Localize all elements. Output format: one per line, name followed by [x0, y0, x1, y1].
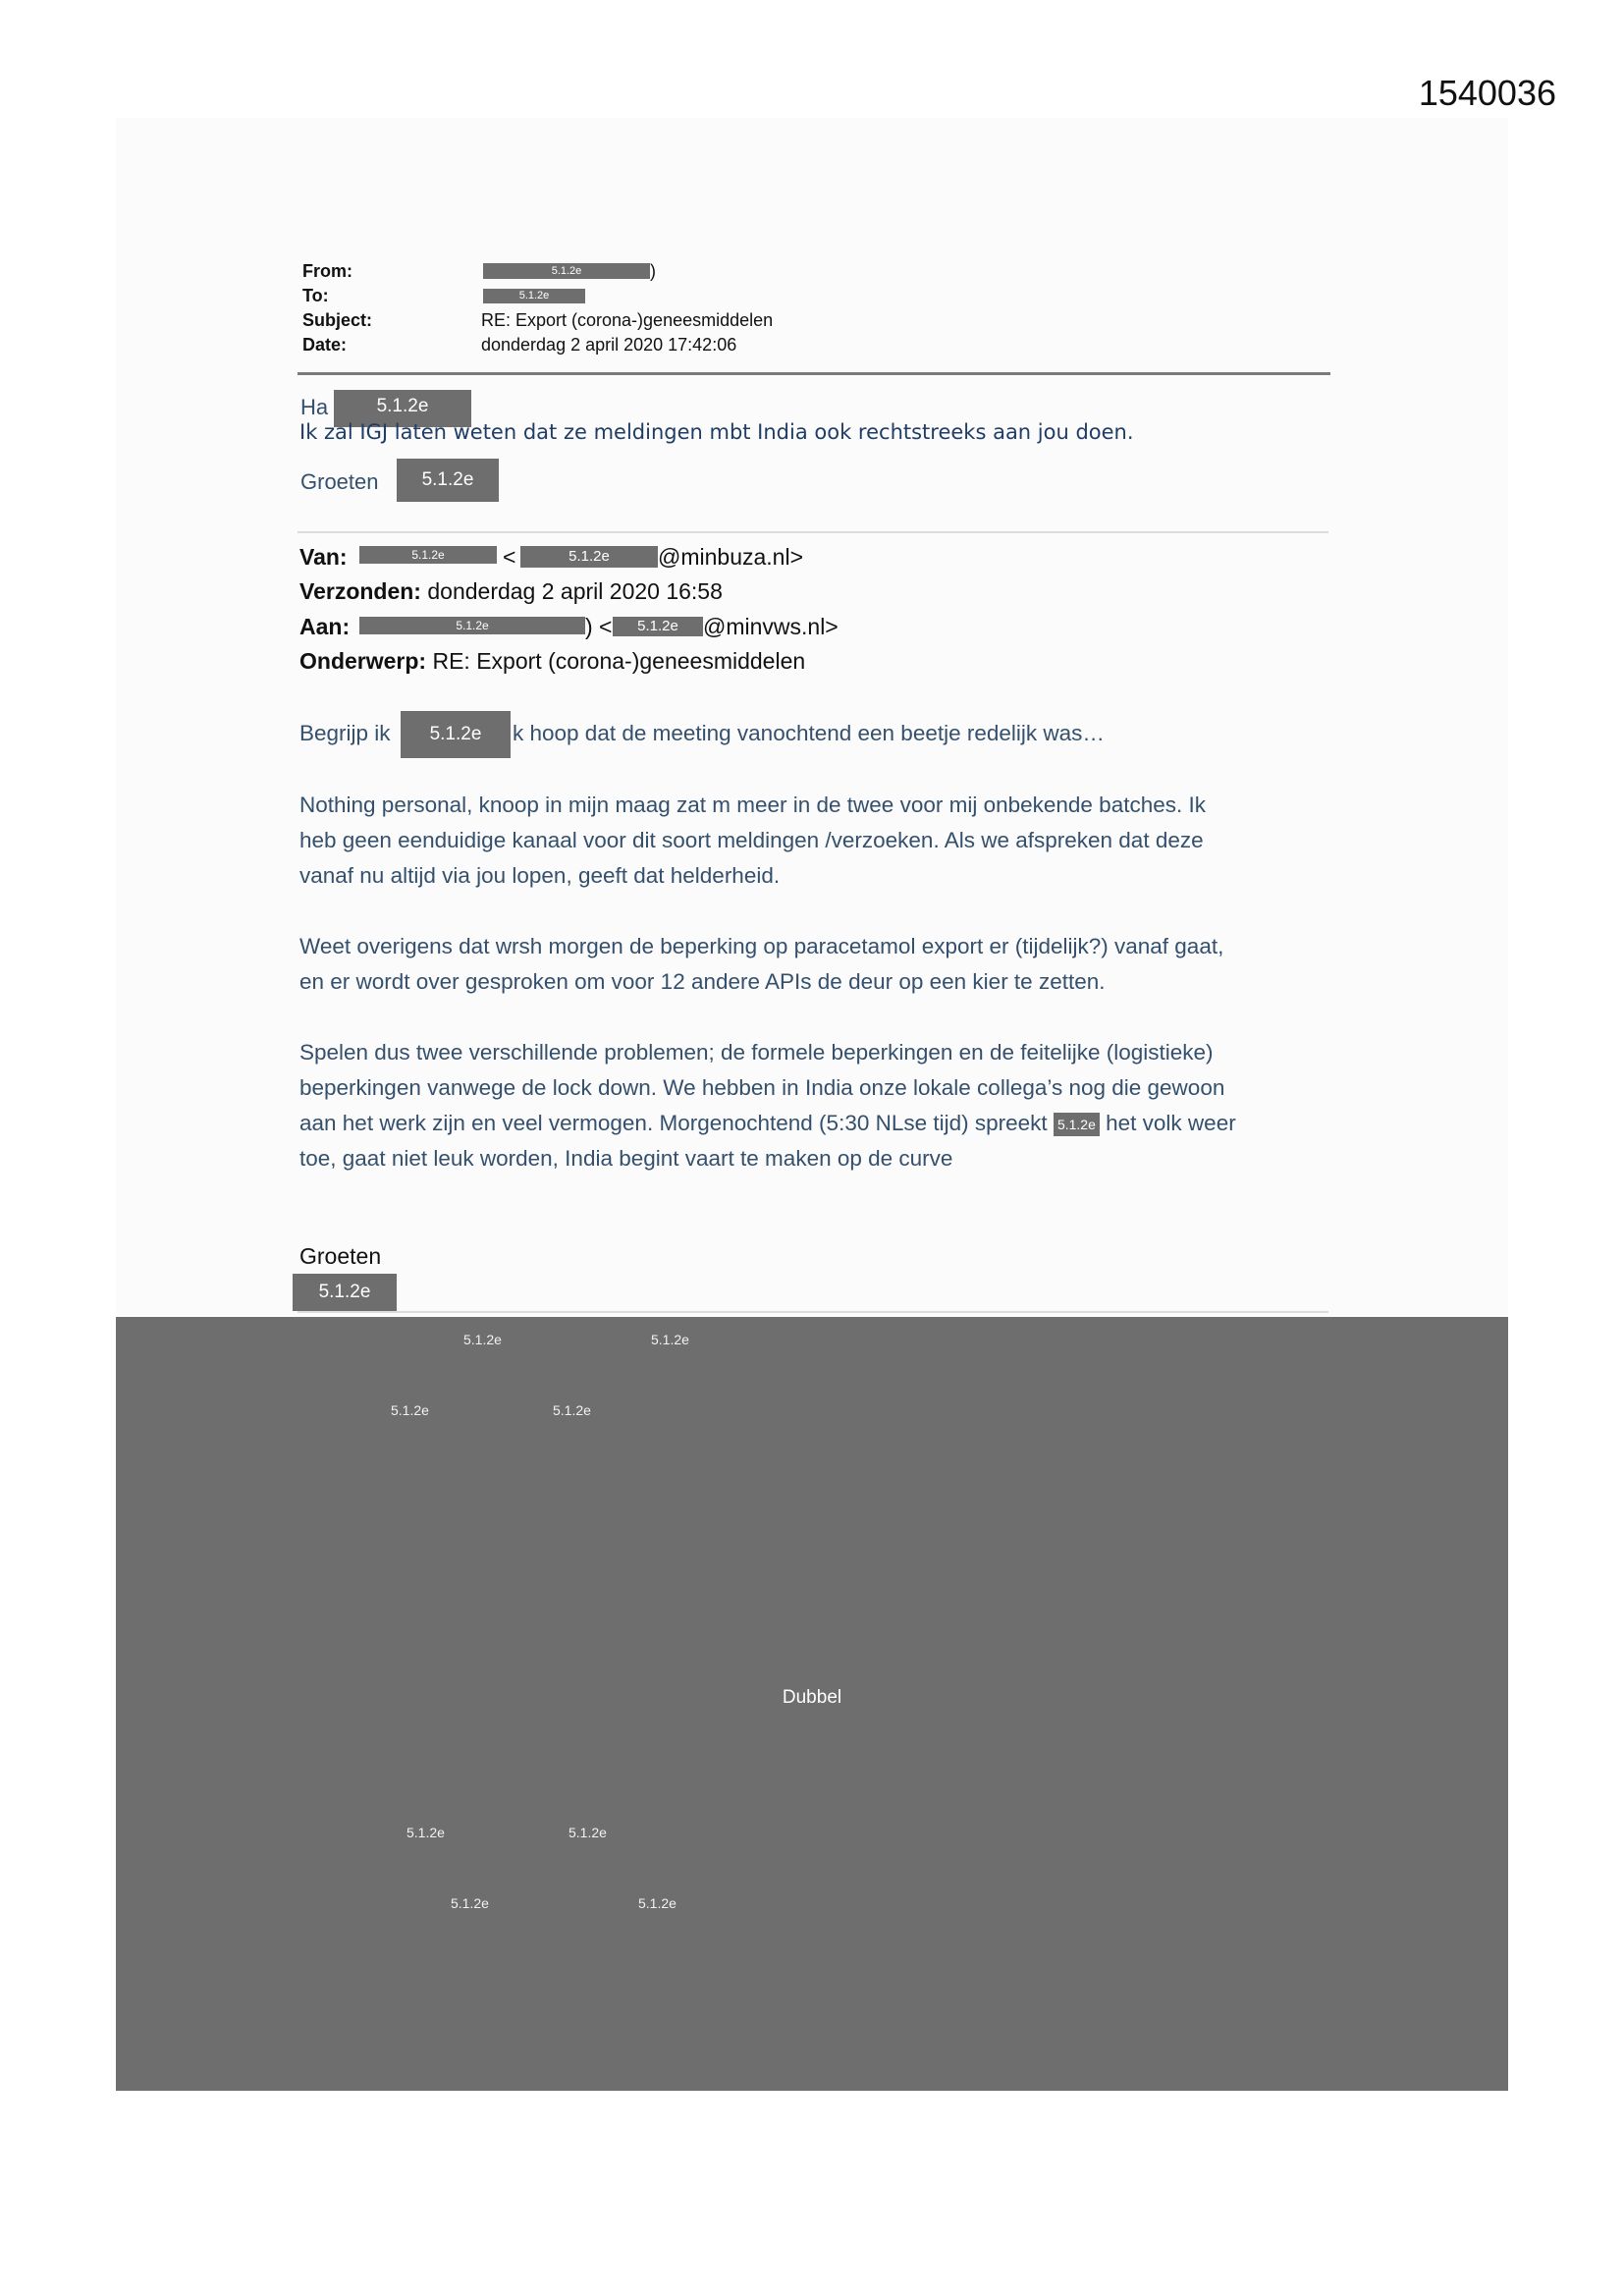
- redaction-box: 5.1.2e: [1054, 1113, 1100, 1136]
- onderwerp-value: RE: Export (corona-)geneesmiddelen: [432, 648, 806, 674]
- body-line-1-end: k hoop dat de meeting vanochtend een beetje redelijk was…: [513, 721, 1105, 745]
- paragraph-1-line: vanaf nu altijd via jou lopen, geeft dat helderheid.: [299, 863, 781, 888]
- aan-email: @minvws.nl>: [703, 614, 839, 639]
- redaction-box: 5.1.2e: [359, 546, 497, 564]
- van-email: @minbuza.nl>: [658, 544, 804, 570]
- onderwerp-label: Onderwerp:: [299, 648, 427, 674]
- dubbel-label: Dubbel: [782, 1687, 842, 1708]
- redaction-code: 5.1.2e: [638, 1895, 677, 1911]
- van-label: Van:: [299, 544, 348, 570]
- paragraph-3: [299, 1035, 1340, 1176]
- header-divider: [298, 372, 1330, 375]
- paragraph-3-line: beperkingen vanwege de lock down. We hebben in India onze lokale collega’s nog die gewoon: [299, 1075, 1225, 1100]
- from-suffix: ): [650, 261, 656, 281]
- subject-value: RE: Export (corona-)geneesmiddelen: [481, 310, 774, 330]
- onderwerp-line: [299, 648, 805, 675]
- redaction-box: 5.1.2e: [359, 617, 585, 634]
- from-label: From:: [302, 261, 352, 281]
- redaction-box: 5.1.2e: [293, 1274, 397, 1311]
- verzonden-value: donderdag 2 april 2020 16:58: [427, 578, 723, 604]
- aan-line: [299, 614, 350, 640]
- redaction-code: 5.1.2e: [463, 1332, 502, 1347]
- redaction-code: 5.1.2e: [553, 1402, 591, 1418]
- forwarded-closing: Groeten: [299, 1243, 382, 1269]
- redaction-code: 5.1.2e: [391, 1402, 429, 1418]
- redaction-code: 5.1.2e: [568, 1825, 607, 1840]
- redaction-code: 5.1.2e: [451, 1895, 489, 1911]
- aan-label: Aan:: [299, 614, 351, 639]
- date-value: donderdag 2 april 2020 17:42:06: [481, 335, 737, 355]
- van-line: [299, 544, 348, 571]
- paragraph-3-line: Spelen dus twee verschillende problemen; de formele beperkingen en de feitelijke (logistieke): [299, 1040, 1214, 1065]
- verzonden-label: Verzonden:: [299, 578, 421, 604]
- aan-mid: ) <: [585, 614, 613, 639]
- redaction-box: 5.1.2e: [613, 617, 703, 636]
- verzonden-line: [299, 578, 723, 605]
- paragraph-2: [299, 929, 1340, 1000]
- to-label: To:: [302, 286, 329, 305]
- paragraph-2-line: en er wordt over gesproken om voor 12 andere APIs de deur op een kier te zetten.: [299, 969, 1106, 994]
- message-divider: [298, 531, 1328, 533]
- van-lt: <: [503, 544, 516, 570]
- date-label: Date:: [302, 335, 348, 355]
- redaction-box: 5.1.2e: [397, 459, 499, 502]
- paragraph-3-line-3-start: aan het werk zijn en veel vermogen. Morgenochtend (5:30 NLse tijd) spreekt: [299, 1111, 1048, 1135]
- document-number: 1540036: [1418, 73, 1556, 113]
- greeting: Ha: [300, 395, 329, 419]
- subject-label: Subject:: [302, 310, 373, 330]
- body-line-1-start: Begrijp ik: [299, 721, 391, 745]
- reply-closing: Groeten: [300, 469, 379, 494]
- redaction-code: 5.1.2e: [406, 1825, 445, 1840]
- paragraph-3-line-3-end: het volk weer: [1106, 1111, 1236, 1135]
- redaction-code: 5.1.2e: [651, 1332, 689, 1347]
- body-line-1-end-wrap: [513, 716, 1357, 751]
- paragraph-1: [299, 788, 1340, 894]
- redaction-box: 5.1.2e: [483, 289, 585, 303]
- redaction-box: 5.1.2e: [483, 263, 650, 279]
- paragraph-1-line: heb geen eenduidige kanaal voor dit soort meldingen /verzoeken. Als we afspreken dat deze: [299, 828, 1204, 852]
- paragraph-1-line: Nothing personal, knoop in mijn maag zat m meer in de twee voor mij onbekende batches. Ik: [299, 793, 1206, 817]
- paragraph-3-line-3: [299, 1106, 1340, 1141]
- redaction-box: 5.1.2e: [334, 390, 471, 427]
- redaction-box: 5.1.2e: [401, 711, 511, 758]
- reply-line: Ik zal IGJ laten weten dat ze meldingen mbt India ook rechtstreeks aan jou doen.: [299, 420, 1134, 444]
- paragraph-2-line: Weet overigens dat wrsh morgen de beperking op paracetamol export er (tijdelijk?) vanaf gaat,: [299, 934, 1224, 958]
- paragraph-3-line: toe, gaat niet leuk worden, India begint vaart te maken op de curve: [299, 1146, 953, 1171]
- redaction-box: 5.1.2e: [520, 546, 658, 568]
- dubbel-redaction-block: [116, 1317, 1508, 2091]
- closing-divider: [298, 1311, 1328, 1313]
